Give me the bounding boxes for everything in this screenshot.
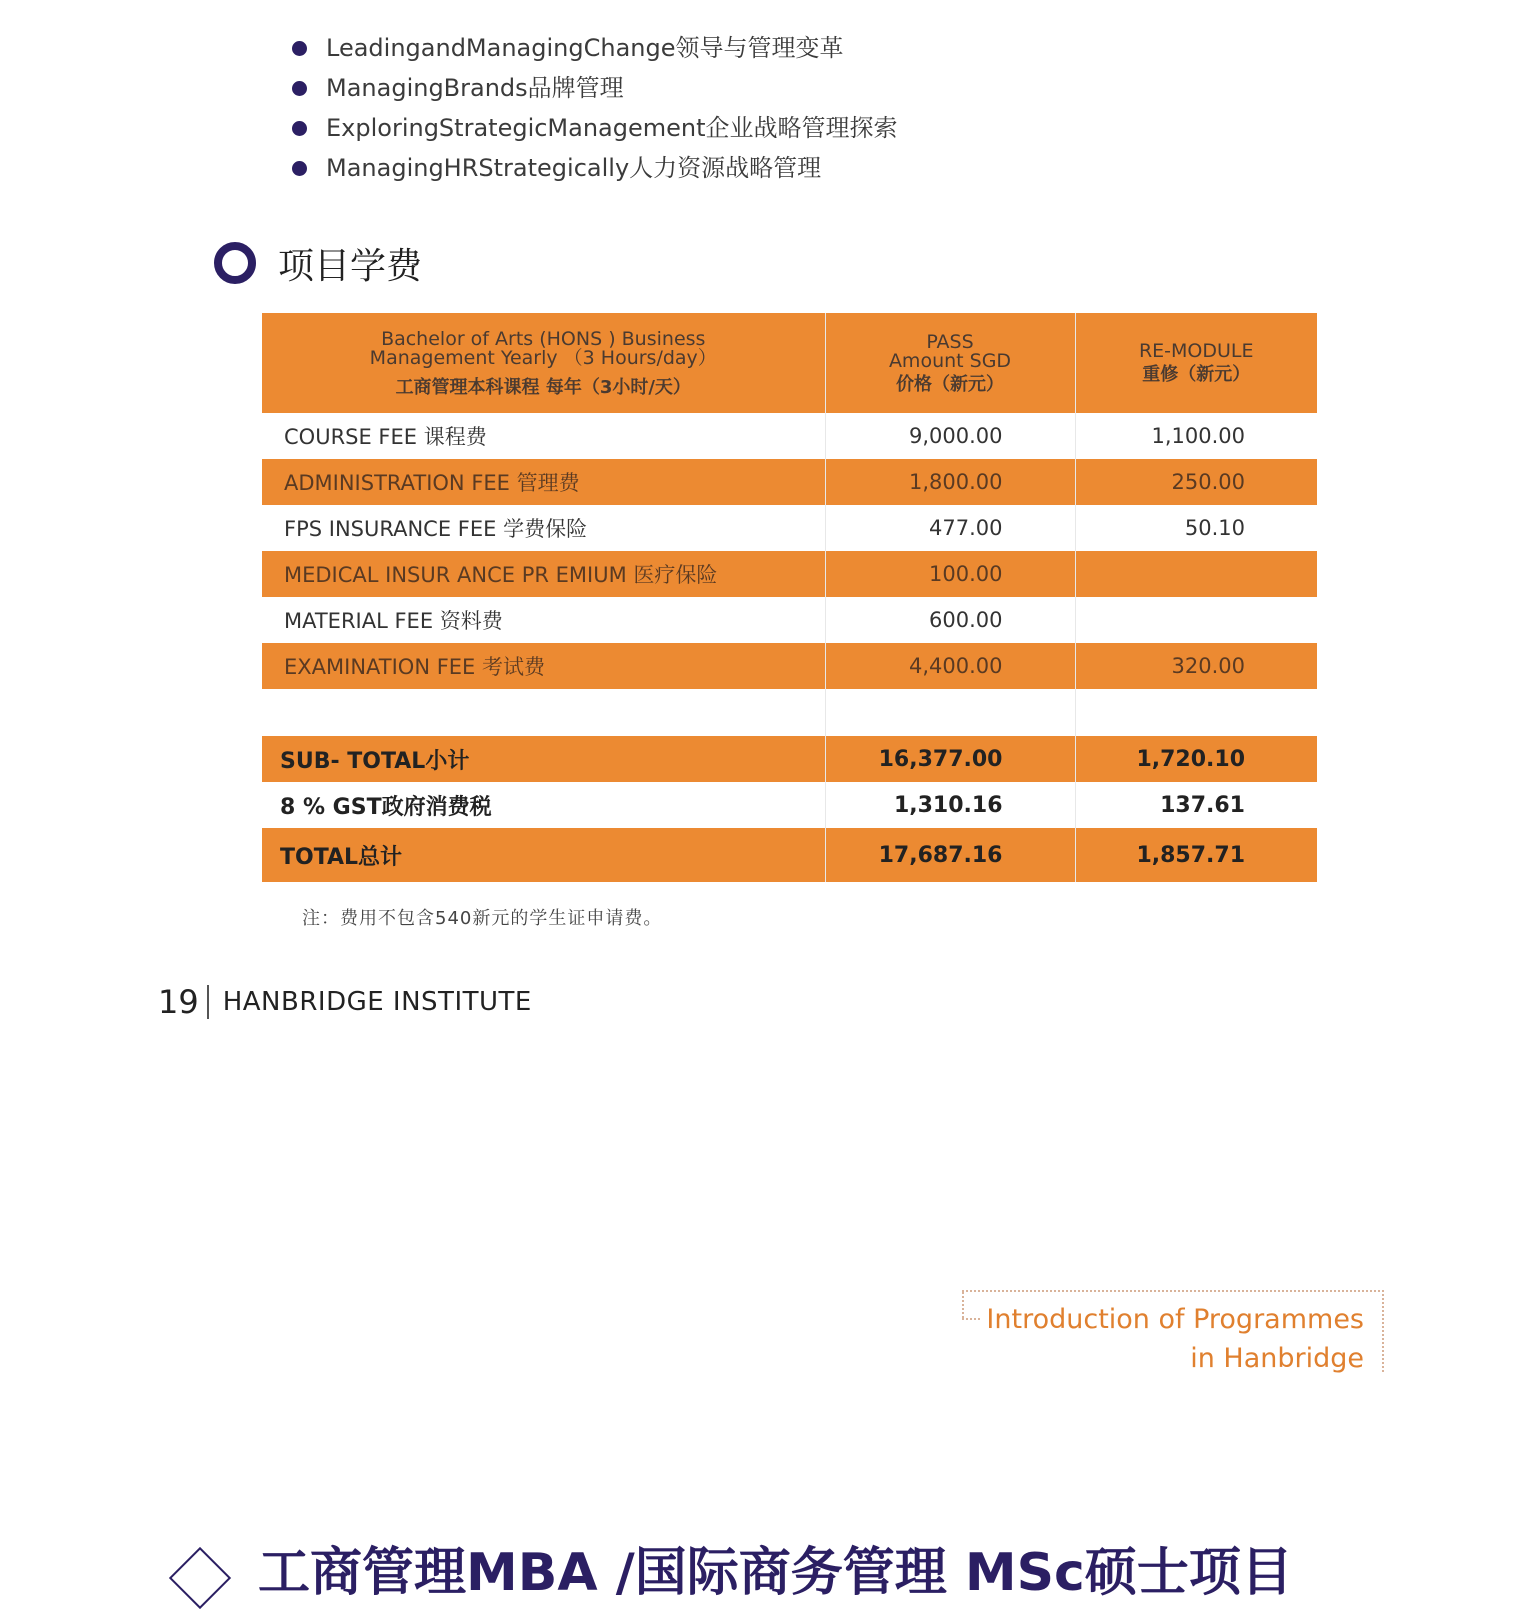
header-pass [825,313,1075,413]
table-row [262,413,1317,459]
table-row [262,597,1317,643]
module-label: ManagingHRStrategically人力资源战略管理 [326,154,822,182]
dotted-border-decoration [962,1318,980,1320]
header-programme-zh: 工商管理本科课程 每年（3小时/天） [395,376,691,398]
dotted-border-decoration [962,1292,964,1318]
fee-label: EXAMINATION FEE 考试费 [262,643,825,689]
module-label: ExploringStrategicManagement企业战略管理探索 [326,114,898,142]
header-programme-line1: Bachelor of Arts (HONS ) Business [381,327,706,350]
table-spacer-row [262,689,1317,736]
list-item [290,108,898,148]
header-remodule-zh: 重修（新元） [1142,364,1251,385]
fee-label: COURSE FEE 课程费 [262,413,825,459]
subtotal-label: SUB- TOTAL小计 [262,736,825,782]
fee-pass-amount: 600.00 [825,597,1075,643]
total-label: TOTAL总计 [262,828,825,882]
table-row [262,505,1317,551]
module-label: LeadingandManagingChange领导与管理变革 [326,34,844,62]
module-label: ManagingBrands品牌管理 [326,74,624,102]
list-item [290,68,898,108]
section-heading [214,238,422,288]
intro-box [962,1290,1384,1372]
section-title: 项目学费 [278,245,423,287]
total-remodule-amount: 1,857.71 [1136,842,1245,868]
fee-label: MATERIAL FEE 资料费 [262,597,825,643]
fee-remodule-amount: 320.00 [1171,654,1245,678]
intro-text [986,1300,1364,1378]
subtotal-row [262,736,1317,782]
intro-line2: in Hanbridge [1190,1343,1364,1374]
table-header-row [262,313,1317,413]
gst-remodule-amount: 137.61 [1160,792,1245,818]
intro-line1: Introduction of Programmes [986,1304,1364,1335]
header-programme-line2: Management Yearly （3 Hours/day） [369,346,717,369]
fee-remodule-amount: 50.10 [1184,516,1245,540]
subtotal-remodule-amount: 1,720.10 [1136,746,1245,772]
header-pass-line2: Amount SGD [888,349,1012,372]
diamond-icon [169,1547,231,1609]
bullet-icon [292,41,307,56]
subtotal-pass-amount: 16,377.00 [825,736,1075,782]
fee-remodule-amount [1075,597,1317,643]
header-pass-line1: PASS [926,330,974,353]
fee-pass-amount: 100.00 [825,551,1075,597]
gst-pass-amount: 1,310.16 [825,782,1075,828]
page-footer [158,980,532,1024]
bullet-icon [292,81,307,96]
gst-row [262,782,1317,828]
list-item [290,28,898,68]
header-remodule-en: RE-MODULE [1138,340,1254,362]
fee-remodule-amount [1075,551,1317,597]
list-item [290,148,898,188]
fee-table [262,313,1317,882]
ring-bullet-icon [214,242,256,284]
fee-label: ADMINISTRATION FEE 管理费 [262,459,825,505]
fee-label: MEDICAL INSUR ANCE PR EMIUM 医疗保险 [262,551,825,597]
total-pass-amount: 17,687.16 [825,828,1075,882]
table-row [262,459,1317,505]
institute-name: HANBRIDGE INSTITUTE [222,987,532,1017]
header-pass-zh: 价格（新元） [896,373,1004,395]
table-row [262,551,1317,597]
header-programme [262,313,825,413]
bullet-icon [292,121,307,136]
fee-remodule-amount: 250.00 [1171,470,1245,494]
page-number: 19 [158,983,199,1021]
divider [207,985,209,1019]
fee-pass-amount: 1,800.00 [825,459,1075,505]
bullet-icon [292,161,307,176]
fee-note: 注：费用不包含540新元的学生证申请费。 [302,908,663,929]
module-list [290,28,898,188]
spacer-cell [825,689,1075,736]
fee-pass-amount: 9,000.00 [825,413,1075,459]
fee-remodule-amount: 1,100.00 [1151,424,1245,448]
fee-pass-amount: 4,400.00 [825,643,1075,689]
spacer-cell [1075,689,1317,736]
next-section-heading [160,1520,1293,1603]
total-row [262,828,1317,882]
next-section-title: 工商管理MBA /国际商务管理 MSc硕士项目 [258,1543,1293,1603]
table-row [262,643,1317,689]
gst-label: 8 % GST政府消费税 [262,782,825,828]
header-remodule [1075,313,1317,413]
fee-label: FPS INSURANCE FEE 学费保险 [262,505,825,551]
spacer-cell [262,689,825,736]
fee-pass-amount: 477.00 [825,505,1075,551]
